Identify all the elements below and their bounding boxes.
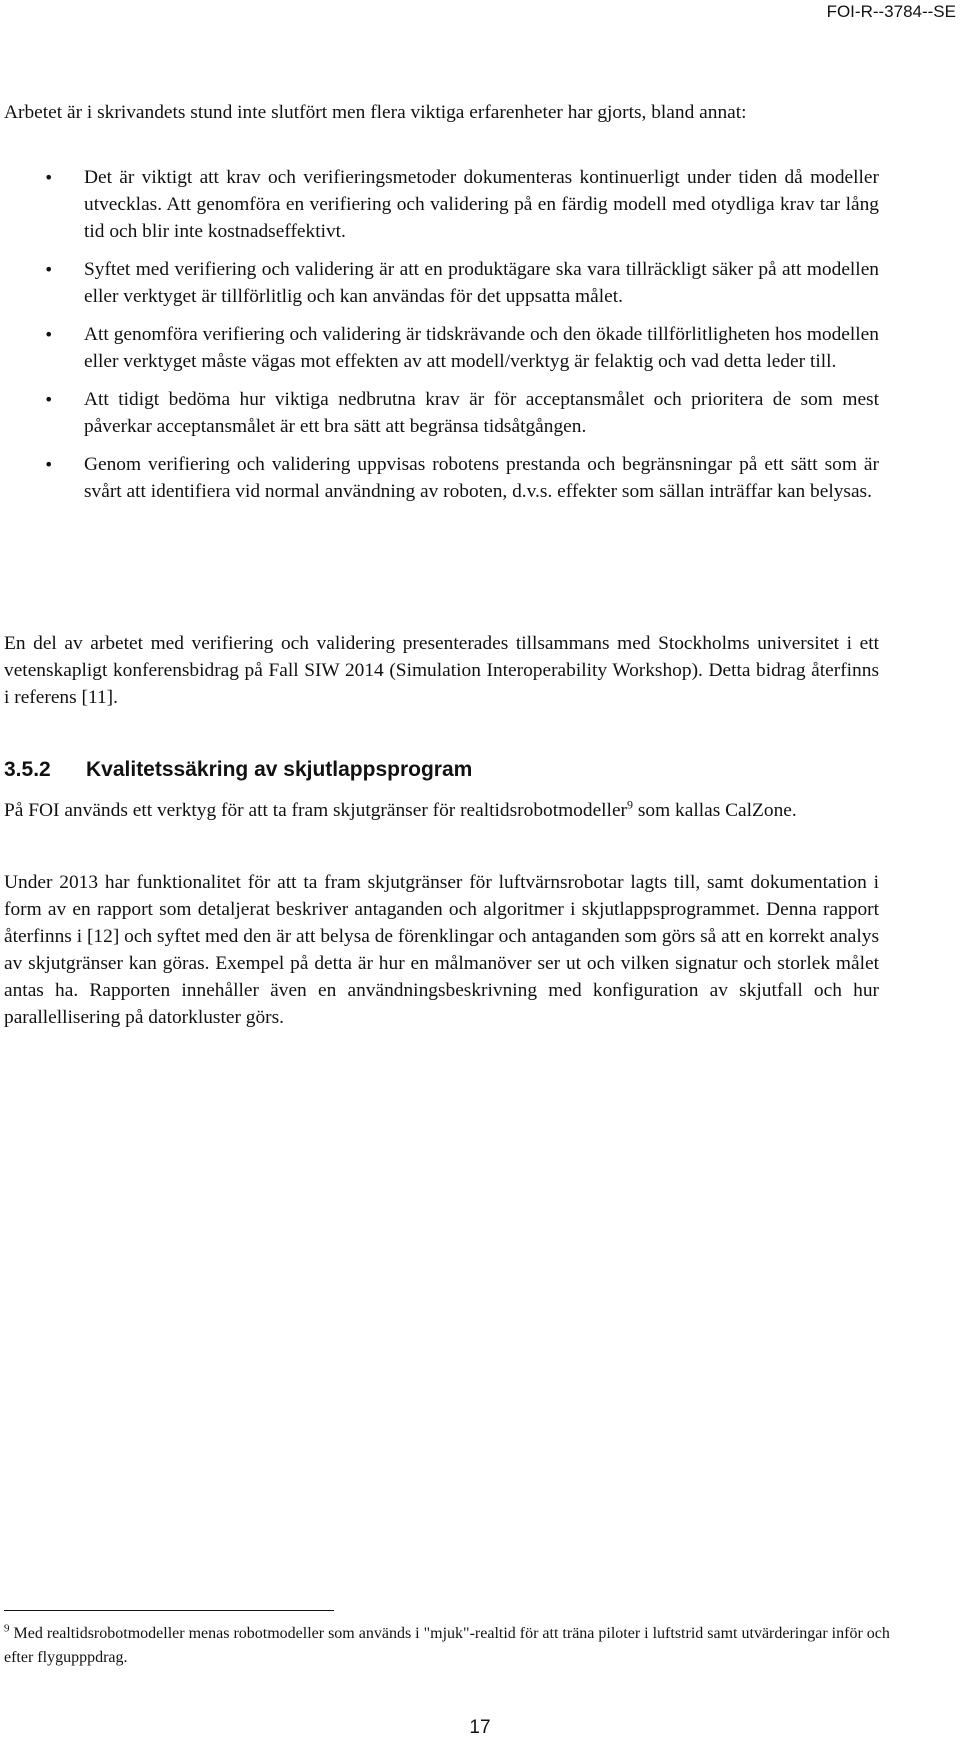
conference-paragraph: En del av arbetet med verifiering och validering presenterades tillsammans med Stockholms universitet i ett vetenskapligt konferensbidrag på Fall SIW 2014 (Simulation Interoperability Workshop). Detta bidrag återfinns i referens [11]. (4, 633, 879, 708)
firing-limits-paragraph: Under 2013 har funktionalitet för att ta fram skjutgränser för luftvärnsrobotar lagts till, samt dokumentation i form av en rapport som detaljerat beskriver antaganden och algoritmer i skjutlappsprogrammet. Denna rapport återfinns i [12] och syftet med den är att belysa de förenklingar och antaganden som görs så att en korrekt analys av skjutgränser kan göras. Exempel på detta är hur en målmanöver ser ut och vilken signatur och storlek målet antas ha. Rapporten innehåller även en användningsbeskrivning med konfiguration av skjutfall och hur parallellisering på datorkluster görs. (4, 872, 879, 1028)
list-item (0, 256, 879, 310)
footnote (4, 1622, 904, 1670)
page-number: 17 (469, 1717, 491, 1738)
document-code: FOI-R--3784--SE (826, 2, 956, 21)
bullet-icon: • (44, 455, 54, 474)
intro-paragraph: Arbetet är i skrivandets stund inte slutfört men flera viktiga erfarenheter har gjorts, bland annat: (4, 102, 747, 123)
footnote-divider (4, 1610, 334, 1611)
list-item-text: Att tidigt bedöma hur viktiga nedbrutna krav är för acceptansmålet och prioritera de som mest påverkar acceptansmålet är ett bra sätt att begränsa tidsåtgången. (84, 389, 879, 437)
bullet-icon: • (44, 260, 54, 279)
calzone-text-start: På FOI används ett verktyg för att ta fram skjutgränser för realtidsrobotmodeller (4, 800, 628, 821)
footnote-text: Med realtidsrobotmodeller menas robotmodeller som används i "mjuk"-realtid för att träna piloter i luftstrid samt utvärderingar inför och efter flygupppdrag. (4, 1625, 890, 1666)
section-heading (4, 758, 472, 782)
list-item-text: Genom verifiering och validering uppvisas robotens prestanda och begränsningar på ett sätt som är svårt att identifiera vid normal användning av roboten, d.v.s. effekter som sällan inträffar kan belysas. (84, 454, 879, 502)
section-number: 3.5.2 (4, 758, 51, 781)
list-item-text: Syftet med verifiering och validering är att en produktägare ska vara tillräckligt säker på att modellen eller verktyget är tillförlitlig och kan användas för det uppsatta målet. (84, 259, 879, 307)
calzone-paragraph (4, 797, 879, 824)
list-item (0, 451, 879, 505)
list-item-text: Att genomföra verifiering och validering är tidskrävande och den ökade tillförlitligheten hos modellen eller verktyget måste vägas mot effekten av att modell/verktyg är felaktig och vad detta leder till. (84, 324, 879, 372)
section-title: Kvalitetssäkring av skjutlappsprogram (86, 758, 473, 781)
list-item-text: Det är viktigt att krav och verifieringsmetoder dokumenteras kontinuerligt under tiden då modeller utvecklas. Att genomföra en verifiering och validering på en färdig modell med otydliga krav tar lång tid och blir inte kostnadseffektivt. (84, 167, 879, 242)
calzone-text-end: som kallas CalZone. (633, 800, 797, 821)
footnote-number: 9 (4, 1622, 10, 1635)
findings-list (0, 164, 960, 516)
list-item (0, 164, 879, 245)
bullet-icon: • (44, 325, 54, 344)
list-item (0, 321, 879, 375)
footnote-reference[interactable]: 9 (627, 797, 634, 812)
bullet-icon: • (44, 168, 54, 187)
list-item (0, 386, 879, 440)
bullet-icon: • (44, 390, 54, 409)
